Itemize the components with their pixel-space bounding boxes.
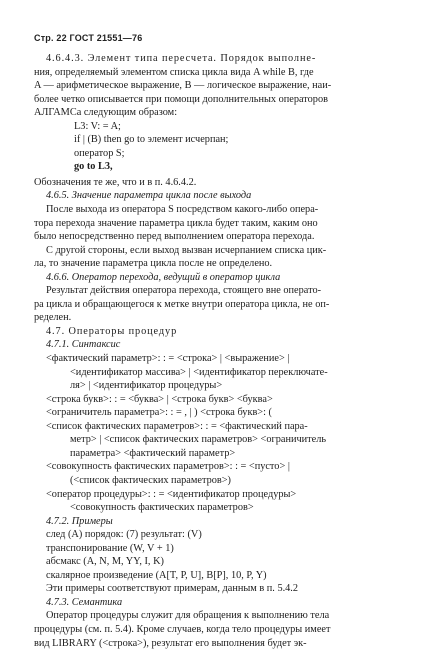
text-line: ния, определяемый элементом списка цикла вида A while B, где	[34, 66, 314, 78]
text-line: процедуры (см. п. 5.4). Кроме случаев, когда тело процедуры имеет	[34, 623, 331, 635]
text-line: go to L3,	[74, 161, 113, 173]
text-line: 4.6.5. Значение параметра цикла после выхода	[46, 190, 252, 202]
text-line: После выхода из оператора S посредством какого-либо опера-	[46, 204, 319, 216]
text-line: <строка букв>: : = <буква> | <строка букв> <буква>	[46, 393, 273, 405]
text-line: АЛГАМСа следующим образом:	[34, 107, 178, 119]
text-line: 4.6.6. Оператор перехода, ведущий в оператор цикла	[46, 271, 281, 283]
page-header: Стр. 22 ГОСТ 21551—76	[34, 33, 143, 43]
text-line: Обозначения те же, что и в п. 4.6.4.2.	[34, 176, 197, 188]
text-line: более четко описывается при помощи дополнительных операторов	[34, 93, 328, 105]
text-line: <список фактических параметров>: : = <фактический пара-	[46, 420, 308, 432]
text-line: Эти примеры соответствуют примерам, данным в п. 5.4.2	[46, 583, 299, 595]
text-line: Результат действия оператора перехода, стоящего вне операто-	[46, 285, 322, 297]
text-line: <совокупность фактических параметров>	[70, 502, 254, 514]
text-line: 4.7.3. Семантика	[46, 596, 123, 608]
text-line: ля> | <идентификатор процедуры>	[70, 380, 223, 392]
text-line: след (A) порядок: (7) результат: (V)	[46, 529, 202, 541]
text-line: <идентификатор массива> | <идентификатор переключате-	[70, 366, 328, 378]
text-line: if | (B) then go to элемент исчерпан;	[74, 134, 229, 146]
text-line: <оператор процедуры>: : = <идентификатор процедуры>	[46, 488, 297, 500]
text-line: было непосредственно перед выполнением оператора перехода.	[34, 231, 315, 243]
text-line: A — арифметическое выражение, B — логическое выражение, наи-	[34, 80, 332, 92]
text-line: параметра> <фактический параметр>	[70, 447, 236, 459]
text-line: 4.7. Операторы процедур	[46, 325, 178, 337]
text-line: 4.7.1. Синтаксис	[46, 339, 121, 351]
text-line: С другой стороны, если выход вызван исчерпанием списка цик-	[46, 244, 327, 256]
text-line: абсмакс (A, N, M, YY, I, K)	[46, 556, 164, 568]
text-line: <ограничитель параметра>: : = , | ) <строка букв>: (	[46, 407, 272, 419]
text-line: оператор S;	[74, 147, 125, 159]
text-line: Оператор процедуры служит для обращения к выполнению тела	[46, 610, 330, 622]
text-line: 4.7.2. Примеры	[46, 515, 113, 527]
text-line: L3: V: = A;	[74, 120, 121, 132]
text-line: 4.6.4.3. Элемент типа пересчета. Порядок выполне-	[46, 53, 317, 64]
text-line: ра цикла и обращающегося к метке внутри оператора цикла, не оп-	[34, 298, 330, 310]
text-line: метр> | <список фактических параметров> <ограничитель	[70, 434, 327, 446]
document-body	[34, 52, 411, 650]
text-line: вид LIBRARY (<строка>), результат его выполнения будет эк-	[34, 637, 307, 649]
text-line: (<список фактических параметров>)	[70, 474, 231, 486]
text-line: ла, то значение параметра цикла после не определено.	[34, 258, 273, 270]
text-line: <совокупность фактических параметров>: : = <пусто> |	[46, 461, 290, 473]
text-line: <фактический параметр>: : = <строка> | <выражение> |	[46, 353, 290, 365]
text-line: скалярное произведение (A[T, P, U], B[P], 10, P, Y)	[46, 569, 267, 581]
text-line: транспонирование (W, V + 1)	[46, 542, 174, 554]
text-line: ределен.	[34, 312, 72, 324]
text-line: тора перехода значение параметра цикла будет таким, каким оно	[34, 217, 318, 229]
